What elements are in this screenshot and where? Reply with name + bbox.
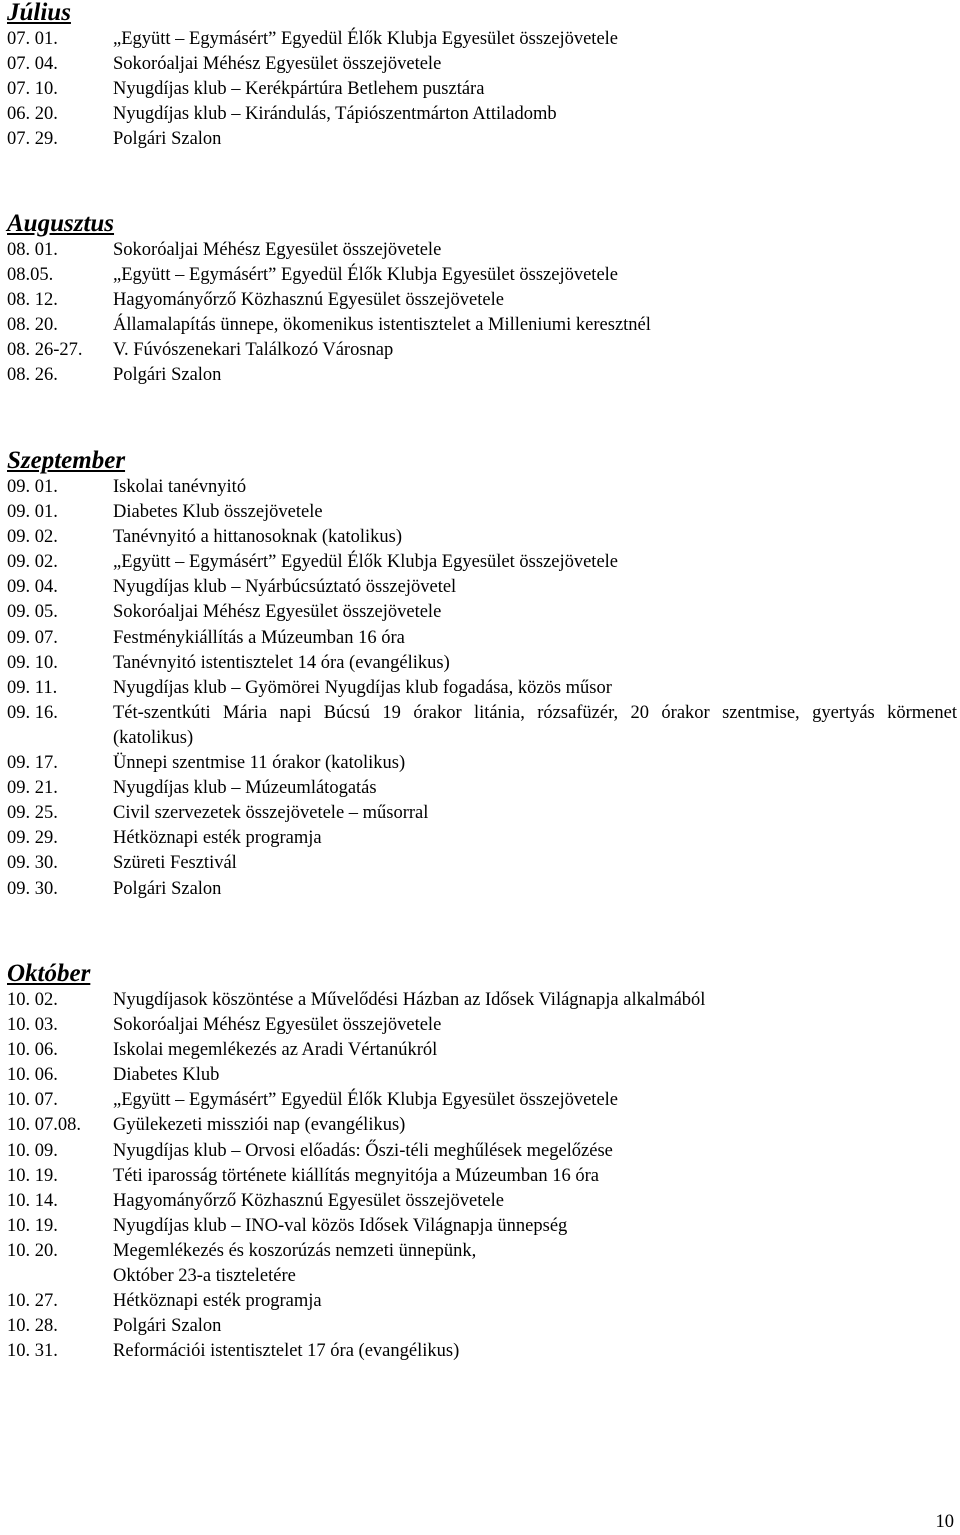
event-text: „Együtt – Egymásért” Egyedül Élők Klubja Egyesület összejövetele	[113, 552, 619, 573]
event-date: 09. 21.	[7, 778, 58, 799]
event-text: Sokoróaljai Méhész Egyesület összejövetele	[113, 54, 442, 75]
event-text: Gyülekezeti missziói nap (evangélikus)	[113, 1115, 406, 1136]
event-entry	[7, 102, 957, 127]
event-entry	[7, 988, 957, 1013]
event-date: 09. 30.	[7, 878, 58, 899]
event-entry	[7, 127, 957, 152]
month-heading: Augusztus	[7, 210, 115, 237]
event-date: 10. 06.	[7, 1040, 58, 1061]
event-date: 07. 01.	[7, 29, 58, 49]
event-text: Ünnepi szentmise 11 órakor (katolikus)	[113, 753, 406, 774]
month-section-oktober	[7, 961, 957, 1364]
event-text: Nyugdíjas klub – Nyárbúcsúztató összejövetel	[113, 577, 457, 598]
event-entry	[7, 1239, 957, 1264]
event-entry	[7, 851, 957, 876]
event-entry	[7, 701, 957, 751]
event-date: 09. 17.	[7, 753, 58, 774]
event-text: Iskolai megemlékezés az Aradi Vértanúkról	[113, 1040, 438, 1061]
event-entry	[7, 27, 957, 52]
event-date: 07. 04.	[7, 54, 58, 75]
event-entry	[7, 288, 957, 313]
event-entry	[7, 550, 957, 575]
event-date: 06. 20.	[7, 104, 58, 125]
month-heading: Október	[7, 960, 91, 987]
event-text: Sokoróaljai Méhész Egyesület összejövetele	[113, 240, 442, 260]
event-entry	[7, 626, 957, 651]
event-text: Téti iparosság története kiállítás megnyitója a Múzeumban 16 óra	[113, 1165, 599, 1186]
event-text: Tanévnyitó istentisztelet 14 óra (evangélikus)	[113, 652, 450, 673]
event-date: 09. 05.	[7, 602, 58, 623]
event-entry	[7, 263, 957, 288]
event-date: 10. 02.	[7, 990, 58, 1010]
event-text: Hagyományőrző Közhasznú Egyesület összejövetele	[113, 290, 504, 311]
event-text: Nyugdíjas klub – INO-val közös Idősek Világnapja ünnepség	[113, 1215, 568, 1236]
event-date: 08. 26.	[7, 365, 58, 386]
event-text: „Együtt – Egymásért” Egyedül Élők Klubja Egyesület összejövetele	[113, 1090, 619, 1111]
event-text: Polgári Szalon	[113, 129, 222, 150]
event-entry	[7, 1113, 957, 1138]
event-text: Civil szervezetek összejövetele – műsorral	[113, 803, 429, 824]
event-entry	[7, 363, 957, 388]
event-entry	[7, 1289, 957, 1314]
event-text: Polgári Szalon	[113, 1316, 222, 1337]
event-text: Nyugdíjas klub – Kirándulás, Tápiószentmárton Attiladomb	[113, 104, 557, 125]
event-date: 08. 12.	[7, 290, 58, 311]
event-date: 10. 09.	[7, 1140, 58, 1161]
event-entry	[7, 1038, 957, 1063]
event-date: 10. 06.	[7, 1065, 58, 1086]
event-entry	[7, 475, 957, 500]
event-date: 09. 29.	[7, 828, 58, 849]
event-entry	[7, 826, 957, 851]
event-entry	[7, 1214, 957, 1239]
event-text: Nyugdíjas klub – Múzeumlátogatás	[113, 778, 377, 799]
event-date: 10. 14.	[7, 1190, 58, 1211]
event-text: Reformációi istentisztelet 17 óra (evangélikus)	[113, 1341, 460, 1362]
event-date: 09. 02.	[7, 552, 58, 573]
event-date: 08. 01.	[7, 240, 58, 260]
event-date: 09. 11.	[7, 677, 58, 698]
event-text: Hétköznapi esték programja	[113, 1291, 322, 1312]
event-entry	[7, 313, 957, 338]
event-date: 10. 03.	[7, 1015, 58, 1036]
event-entry	[7, 1013, 957, 1038]
event-entry	[7, 751, 957, 776]
event-entry	[7, 676, 957, 701]
event-text: Sokoróaljai Méhész Egyesület összejövetele	[113, 1015, 442, 1036]
event-date: 08.05.	[7, 265, 54, 286]
event-entry	[7, 77, 957, 102]
event-text: Nyugdíjas klub – Orvosi előadás: Őszi-téli meghűlések megelőzése	[113, 1140, 613, 1161]
event-text: Tét-szentkúti Mária napi Búcsú 19 órakor litánia, rózsafüzér, 20 órakor szentmise, gyertyás körmenet (katolikus)	[113, 702, 957, 748]
event-date: 10. 19.	[7, 1215, 58, 1236]
event-text: „Együtt – Egymásért” Egyedül Élők Klubja Egyesület összejövetele	[113, 265, 619, 286]
month-section-julius	[7, 0, 957, 152]
event-date: 09. 01.	[7, 502, 58, 523]
event-text: Diabetes Klub	[113, 1065, 220, 1086]
event-text: „Együtt – Egymásért” Egyedül Élők Klubja Egyesület összejövetele	[113, 29, 619, 49]
event-text: Diabetes Klub összejövetele	[113, 502, 323, 523]
event-date: 10. 07.	[7, 1090, 58, 1111]
event-entry	[7, 1063, 957, 1088]
event-date: 08. 26-27.	[7, 340, 83, 361]
event-date: 10. 28.	[7, 1316, 58, 1337]
event-entry	[7, 1088, 957, 1113]
event-text: Nyugdíjasok köszöntése a Művelődési Házban az Idősek Világnapja alkalmából	[113, 990, 706, 1010]
event-entry	[7, 651, 957, 676]
event-entry	[7, 338, 957, 363]
event-text: Tanévnyitó a hittanosoknak (katolikus)	[113, 527, 402, 548]
event-date: 10. 20.	[7, 1240, 58, 1261]
event-date: 09. 10.	[7, 652, 58, 673]
month-section-szeptember	[7, 448, 957, 902]
event-date: 10. 27.	[7, 1291, 58, 1312]
event-entry	[7, 1189, 957, 1214]
event-entry	[7, 238, 957, 263]
event-entry	[7, 1164, 957, 1189]
event-date: 09. 04.	[7, 577, 58, 598]
event-date: 10. 07.08.	[7, 1115, 81, 1136]
event-date: 09. 01.	[7, 477, 58, 497]
event-text: Polgári Szalon	[113, 365, 222, 386]
event-entry	[7, 600, 957, 625]
event-entry	[7, 1314, 957, 1339]
event-text: V. Fúvószenekari Találkozó Városnap	[113, 340, 394, 361]
event-text: Megemlékezés és koszorúzás nemzeti ünnepünk,	[113, 1240, 477, 1261]
event-text: Nyugdíjas klub – Kerékpártúra Betlehem pusztára	[113, 79, 485, 100]
event-text: Sokoróaljai Méhész Egyesület összejövetele	[113, 602, 442, 623]
event-text: Polgári Szalon	[113, 878, 222, 899]
event-text: Nyugdíjas klub – Gyömörei Nyugdíjas klub fogadása, közös műsor	[113, 677, 612, 698]
event-entry	[7, 776, 957, 801]
event-entry	[7, 877, 957, 902]
event-entry	[7, 500, 957, 525]
page-number: 10	[935, 1512, 954, 1532]
event-date: 07. 10.	[7, 79, 58, 100]
event-entry	[7, 575, 957, 600]
month-section-augusztus	[7, 211, 957, 389]
event-date: 08. 20.	[7, 315, 58, 336]
month-heading: Szeptember	[7, 447, 126, 474]
event-date: 09. 02.	[7, 527, 58, 548]
event-entry	[7, 52, 957, 77]
event-date: 09. 25.	[7, 803, 58, 824]
event-date: 10. 19.	[7, 1165, 58, 1186]
event-text: Hétköznapi esték programja	[113, 828, 322, 849]
event-date: 07. 29.	[7, 129, 58, 150]
event-text: Iskolai tanévnyitó	[113, 477, 247, 497]
event-date: 10. 31.	[7, 1341, 58, 1362]
event-entry-continuation	[7, 1264, 957, 1289]
event-entry	[7, 1339, 957, 1364]
event-text: Szüreti Fesztivál	[113, 853, 237, 874]
event-text: Festménykiállítás a Múzeumban 16 óra	[113, 627, 405, 648]
event-date: 09. 30.	[7, 853, 58, 874]
event-text: Hagyományőrző Közhasznú Egyesület összejövetele	[113, 1190, 504, 1211]
event-text: Államalapítás ünnepe, ökomenikus istentisztelet a Milleniumi keresztnél	[113, 315, 651, 336]
event-date: 09. 16.	[7, 702, 58, 723]
event-text: Október 23-a tiszteletére	[113, 1266, 296, 1287]
event-date: 09. 07.	[7, 627, 58, 648]
event-entry	[7, 1139, 957, 1164]
event-date-empty	[7, 1264, 113, 1289]
month-heading: Július	[7, 0, 71, 26]
event-entry	[7, 801, 957, 826]
event-entry	[7, 525, 957, 550]
